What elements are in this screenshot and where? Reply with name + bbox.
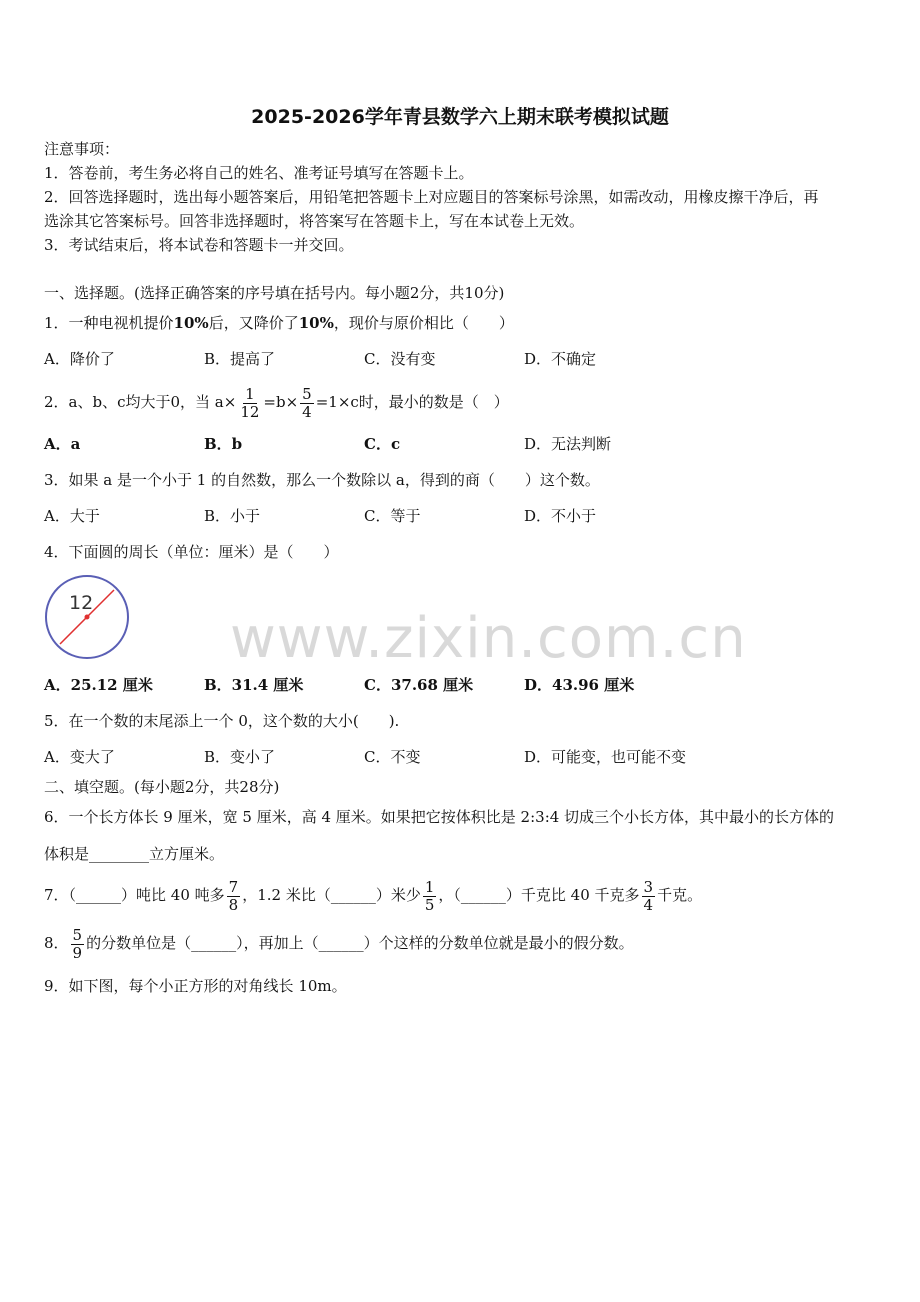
q2-option-c: C．c xyxy=(364,435,401,453)
q1-post: ，现价与原价相比（ ） xyxy=(333,314,514,332)
q7-fraction-1-num: 7 xyxy=(228,877,239,896)
q7-fraction-1 xyxy=(227,879,241,914)
q1-option-a: A．降价了 xyxy=(44,350,115,368)
q2-fraction-1-den: 12 xyxy=(240,402,260,421)
q2-fraction-1-num: 1 xyxy=(245,384,255,403)
q7-part-c: ，（______）千克比 40 千克多 xyxy=(438,886,640,904)
q8-fraction-den: 9 xyxy=(72,943,83,962)
section-1-heading: 一、选择题。(选择正确答案的序号填在括号内。每小题2分，共10分) xyxy=(44,284,505,302)
question-4: 4．下面圆的周长（单位：厘米）是（ ） xyxy=(44,543,339,561)
q8-post: 的分数单位是（______），再加上（______）个这样的分数单位就是最小的假分数。 xyxy=(86,934,634,952)
question-6-line-2: 体积是________立方厘米。 xyxy=(44,845,225,863)
q2-option-b: B．b xyxy=(204,435,243,453)
exam-title: 2025-2026学年青县数学六上期末联考模拟试题 xyxy=(251,106,669,128)
q3-option-a: A．大于 xyxy=(44,507,100,525)
q2-pre: 2．a、b、c均大于0，当 a× xyxy=(44,393,237,411)
q7-fraction-3-num: 3 xyxy=(643,877,654,896)
q7-fraction-3-den: 4 xyxy=(643,895,654,914)
notice-item-1: 1．答卷前，考生务必将自己的姓名、准考证号填写在答题卡上。 xyxy=(44,164,474,182)
watermark: www.zixin.com.cn xyxy=(230,606,747,671)
question-9: 9．如下图，每个小正方形的对角线长 10m。 xyxy=(44,977,347,995)
q7-part-a: 7．（______）吨比 40 吨多 xyxy=(44,886,225,904)
q2-option-a: A．a xyxy=(44,435,81,453)
question-3: 3．如果 a 是一个小于 1 的自然数，那么一个数除以 a，得到的商（ ）这个数。 xyxy=(44,471,600,489)
q8-pre: 8． xyxy=(44,934,69,952)
question-7 xyxy=(44,876,702,914)
q4-option-d: D．43.96 厘米 xyxy=(524,676,635,694)
q3-option-b: B．小于 xyxy=(204,507,261,525)
q2-fraction-2-den: 4 xyxy=(302,402,312,421)
q2-fraction-1 xyxy=(238,386,261,421)
q5-option-d: D．可能变，也可能不变 xyxy=(524,748,687,766)
q7-fraction-2 xyxy=(423,879,437,914)
q4-option-b: B．31.4 厘米 xyxy=(204,676,304,694)
q1-percent-1: 10% xyxy=(173,314,209,332)
circle-figure xyxy=(44,574,132,662)
q5-option-b: B．变小了 xyxy=(204,748,276,766)
q5-option-c: C．不变 xyxy=(364,748,421,766)
q7-part-d: 千克。 xyxy=(657,886,703,904)
q1-option-d: D．不确定 xyxy=(524,350,597,368)
q2-mid: =b× xyxy=(263,393,299,411)
question-1 xyxy=(44,313,514,333)
q1-percent-2: 10% xyxy=(298,314,334,332)
q7-part-b: ，1.2 米比（______）米少 xyxy=(242,886,421,904)
q8-fraction-num: 5 xyxy=(72,925,83,944)
q2-post: =1×c时，最小的数是（ ） xyxy=(315,393,509,411)
question-2 xyxy=(44,384,509,421)
q8-fraction xyxy=(71,927,85,962)
question-6-line-1: 6．一个长方体长 9 厘米，宽 5 厘米，高 4 厘米。如果把它按体积比是 2:3:4 切成三个小长方体，其中最小的长方体的 xyxy=(44,808,835,826)
section-2-heading: 二、填空题。(每小题2分，共28分) xyxy=(44,778,280,796)
q7-fraction-3 xyxy=(642,879,656,914)
q1-pre: 1．一种电视机提价 xyxy=(44,314,174,332)
q2-fraction-2-num: 5 xyxy=(302,384,312,403)
q7-fraction-1-den: 8 xyxy=(228,895,239,914)
q1-option-c: C．没有变 xyxy=(364,350,436,368)
q3-option-c: C．等于 xyxy=(364,507,421,525)
q2-option-d: D．无法判断 xyxy=(524,435,612,453)
q4-option-c: C．37.68 厘米 xyxy=(364,676,474,694)
circle-diameter-label: 12 xyxy=(69,592,94,614)
q4-option-a: A．25.12 厘米 xyxy=(44,676,153,694)
q7-fraction-2-num: 1 xyxy=(424,877,435,896)
notice-heading: 注意事项： xyxy=(44,140,120,158)
q5-option-a: A．变大了 xyxy=(44,748,115,766)
notice-item-2-cont: 选涂其它答案标号。回答非选择题时，将答案写在答题卡上，写在本试卷上无效。 xyxy=(44,212,585,230)
question-5: 5．在一个数的末尾添上一个 0，这个数的大小( ). xyxy=(44,712,400,730)
notice-item-2: 2．回答选择题时，选出每小题答案后，用铅笔把答题卡上对应题目的答案标号涂黑，如需改动，用橡皮擦干净后，再 xyxy=(44,188,819,206)
q1-option-b: B．提高了 xyxy=(204,350,276,368)
question-8 xyxy=(44,924,634,962)
notice-item-3: 3．考试结束后，将本试卷和答题卡一并交回。 xyxy=(44,236,354,254)
q1-mid: 后，又降价了 xyxy=(208,314,299,332)
q2-fraction-2 xyxy=(300,386,314,421)
circle-center xyxy=(85,615,90,620)
q7-fraction-2-den: 5 xyxy=(424,895,435,914)
q3-option-d: D．不小于 xyxy=(524,507,597,525)
